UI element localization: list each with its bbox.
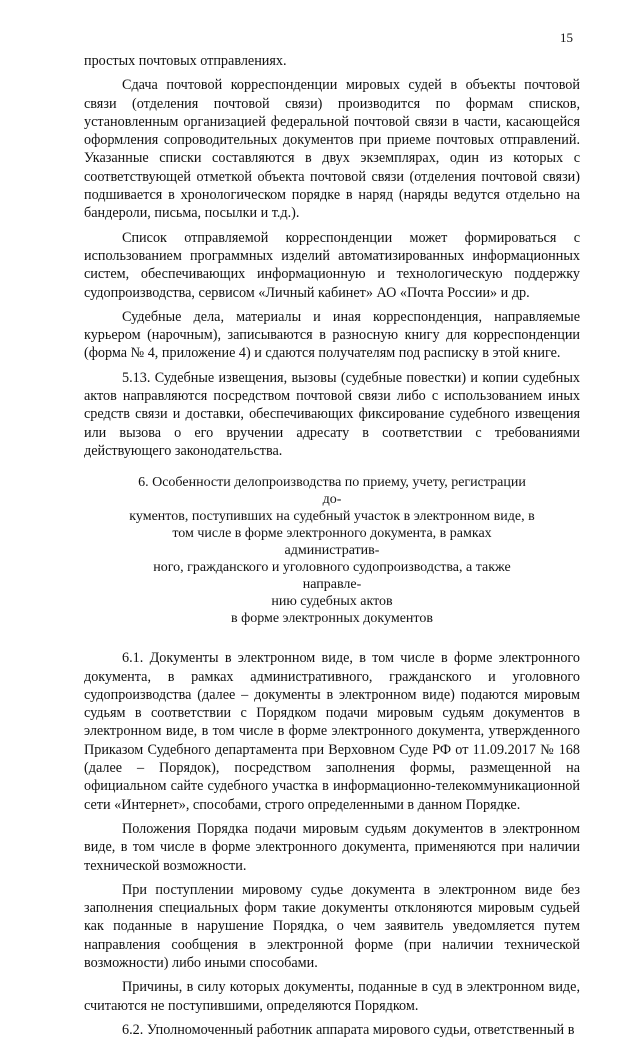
paragraph-correspondence-list: Список отправляемой корреспонденции может формироваться с использованием программных изделий автоматизированных информационных систем, обеспечивающих информационную и технологическую поддержку судопроизводства, сервисом «Личный кабинет» АО «Почта России» и др. (84, 229, 580, 301)
section-6-title (128, 474, 536, 627)
paragraph-6-1: 6.1. Документы в электронном виде, в том числе в форме электронного документа, в рамках административного, гражданского и уголовного судопроизводства (далее – документы в электронном виде) подаются мировым судьям в соответствии с Порядком подачи мировым судьям документов в электронном виде, в том числе в форме электронного документа, утвержденного Приказом Судебного департамента при Верховном Суде РФ от 11.09.2017 № 168 (далее – Порядок), посредством заполнения формы, размещенной на официальном сайте судебного участка в информационно-телекоммуникационной сети «Интернет», способами, строго определенными в данном Порядке. (84, 650, 580, 813)
section-title-line: том числе в форме электронного документа, в рамках административ- (172, 526, 492, 559)
document-body (84, 52, 580, 1045)
section-title-line: нию судебных актов (271, 594, 393, 610)
section-title-line: в форме электронных документов (231, 611, 433, 627)
page-number: 15 (560, 30, 573, 45)
section-title-line: 6. Особенности делопроизводства по приему, учету, регистрации до- (138, 475, 526, 508)
paragraph-procedure-provisions: Положения Порядка подачи мировым судьям документов в электронном виде, в том числе в форме электронного документа, применяются при наличии технической возможности. (84, 820, 580, 874)
paragraph-continuation: простых почтовых отправлениях. (84, 53, 287, 69)
paragraph-courier-delivery: Судебные дела, материалы и иная корреспонденция, направляемые курьером (нарочным), записываются в разносную книгу для корреспонденции (форма № 4, приложение 4) и сдаются получателям под расписку в этой книге. (84, 308, 580, 362)
paragraph-6-2: 6.2. Уполномоченный работник аппарата мирового судьи, ответственный в (122, 1021, 575, 1038)
section-title-line: кументов, поступивших на судебный участок в электронном виде, в (129, 509, 535, 525)
paragraph-5-13: 5.13. Судебные извещения, вызовы (судебные повестки) и копии судебных актов направляются посредством почтовой связи либо с использованием иных средств связи и доставки, обеспечивающих фиксирование судебного извещения или вызова о его вручении адресату в соответствии с требованиями действующего законодательства. (84, 369, 580, 459)
paragraph-rejection: При поступлении мировому судье документа в электронном виде без заполнения специальных форм такие документы отклоняются мировым судьей как поданные в нарушение Порядка, о чем заявитель уведомляется путем направления сообщения в электронной форме (при наличии технической возможности) либо иными способами. (84, 881, 580, 971)
paragraph-not-received: Причины, в силу которых документы, поданные в суд в электронном виде, считаются не поступившими, определяются Порядком. (84, 979, 580, 1014)
section-title-line: ного, гражданского и уголовного судопроизводства, а также направле- (153, 560, 511, 593)
paragraph-postal-lists: Сдача почтовой корреспонденции мировых судей в объекты почтовой связи (отделения почтовой связи) производится по формам списков, установленным организацией федеральной почтовой связи в части, касающейся оформления сопроводительных документов при приеме почтовых отправлений. Указанные списки составляются в двух экземплярах, один из которых с соответствующей отметкой объекта почтовой связи (отделения почтовой связи) подшивается в хронологическом порядке в наряд (наряды ведутся отдельно на бандероли, письма, посылки и т.д.). (84, 77, 580, 222)
